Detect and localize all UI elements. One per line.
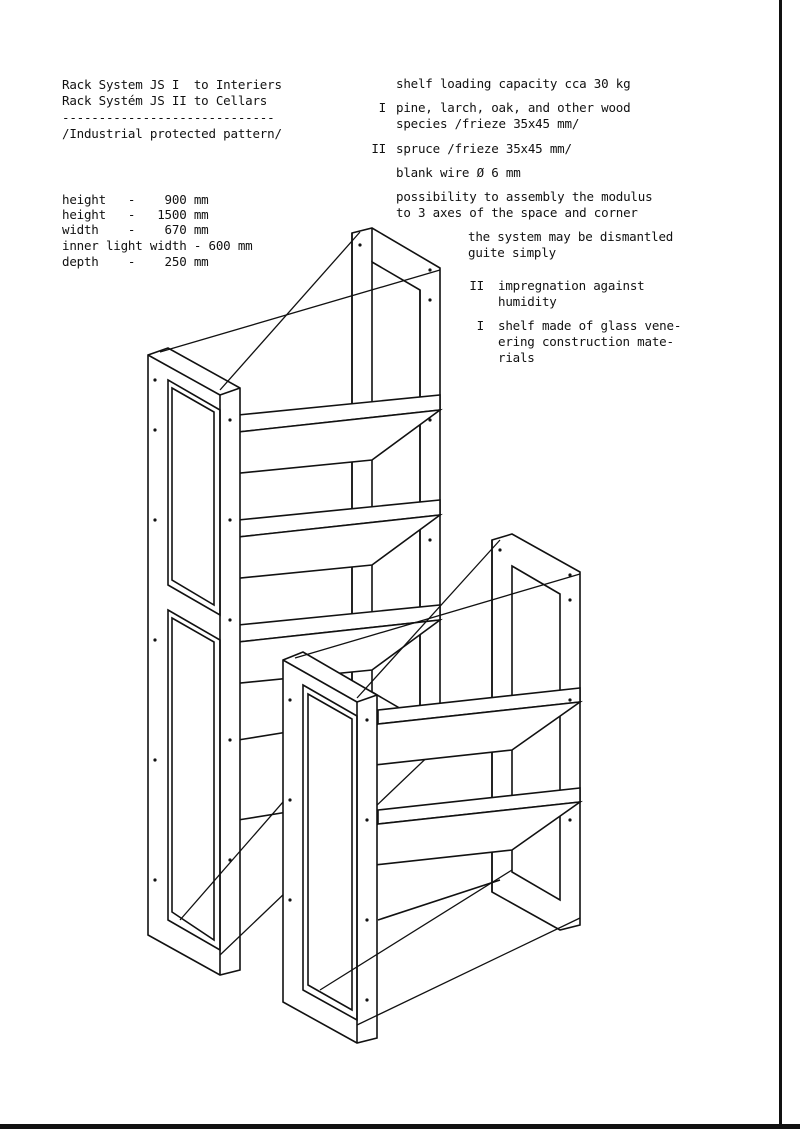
loading-capacity: shelf loading capacity cca 30 kg bbox=[396, 76, 631, 91]
shelf-line-2: ering construction mate- bbox=[498, 334, 674, 349]
shelf-mark: I bbox=[476, 318, 484, 333]
shelf-text: shelf made of glass vene- bbox=[498, 318, 682, 333]
tall-rack-front-frame bbox=[148, 348, 240, 975]
spec-height-1: height - 900 mm bbox=[62, 192, 209, 207]
dismantle-line-1: the system may be dismantled bbox=[468, 229, 674, 244]
impregnation-text: impregnation against bbox=[498, 278, 645, 293]
scan-edge-right bbox=[779, 0, 782, 1129]
spec-width: width - 670 mm bbox=[62, 222, 209, 237]
material-1-mark: I bbox=[378, 100, 386, 115]
spec-inner-light-width: inner light width - 600 mm bbox=[62, 238, 253, 253]
assembly-line-2: to 3 axes of the space and corner bbox=[396, 205, 638, 220]
wire-spec: blank wire Ø 6 mm bbox=[396, 165, 521, 180]
spec-depth: depth - 250 mm bbox=[62, 254, 209, 269]
impregnation-mark: II bbox=[469, 278, 484, 293]
pattern-note: /Industrial protected pattern/ bbox=[62, 126, 282, 141]
material-1-line-2: species /frieze 35x45 mm/ bbox=[396, 116, 580, 131]
title-rule: ----------------------------- bbox=[62, 110, 275, 125]
scan-edge-bottom bbox=[0, 1124, 800, 1129]
material-1-text: pine, larch, oak, and other wood bbox=[396, 100, 631, 115]
impregnation-line-2: humidity bbox=[498, 294, 557, 309]
material-2-mark: II bbox=[371, 141, 386, 156]
dismantle-line-2: guite simply bbox=[468, 245, 556, 260]
title-line-1: Rack System JS I to Interiers bbox=[62, 77, 282, 92]
spec-height-2: height - 1500 mm bbox=[62, 207, 209, 222]
assembly-line-1: possibility to assembly the modulus bbox=[396, 189, 653, 204]
tall-rack-back-frame bbox=[352, 228, 440, 755]
shelf-line-3: rials bbox=[498, 350, 535, 365]
material-2-text: spruce /frieze 35x45 mm/ bbox=[396, 141, 572, 156]
title-line-2: Rack Systém JS II to Cellars bbox=[62, 93, 268, 108]
